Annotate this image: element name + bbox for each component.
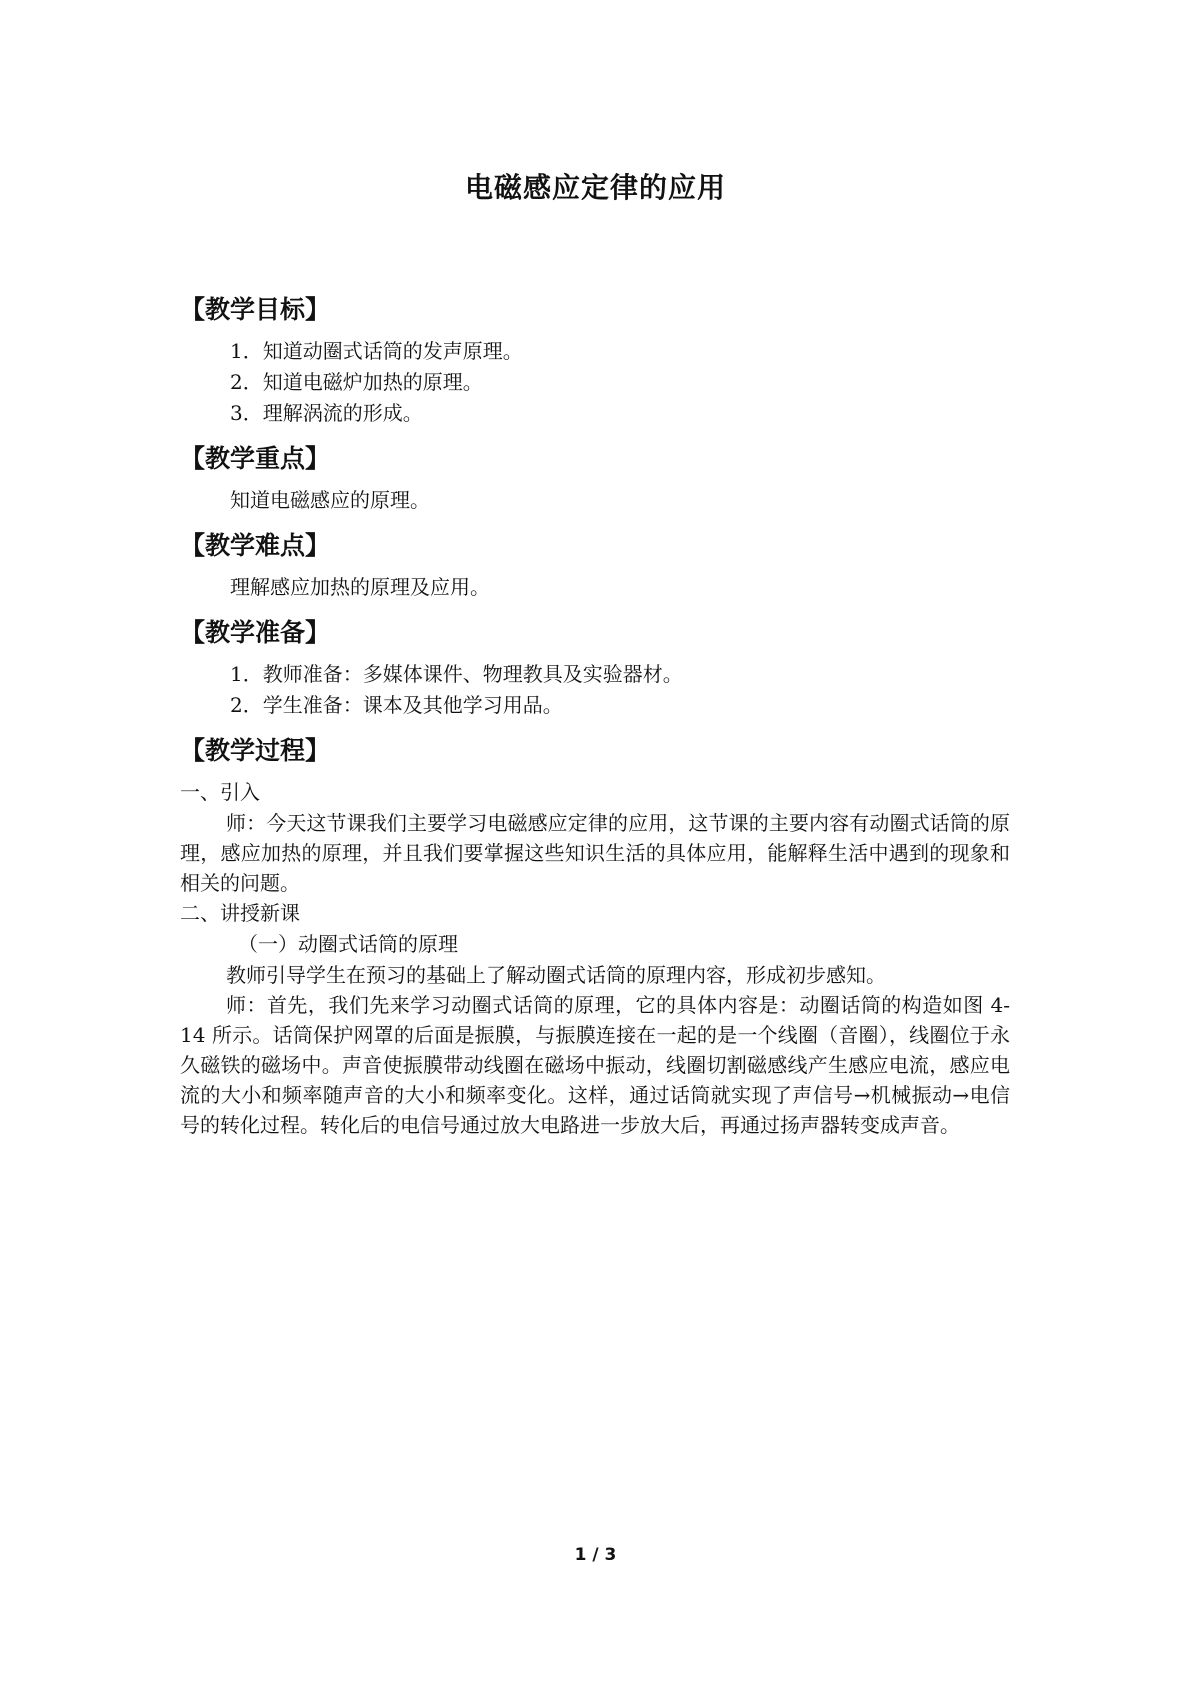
section-objectives [180,290,1010,429]
section-heading-preparation: 【教学准备】 [180,618,331,647]
key-points-text: 知道电磁感应的原理。 [230,488,430,512]
process-paragraph: 师：首先，我们先来学习动圈式话筒的原理，它的具体内容是：动圈话筒的构造如图 4-14 所示。话筒保护网罩的后面是振膜，与振膜连接在一起的是一个线圈（音圈），线圈位于永久磁铁的磁场中。声音使振膜带动线圈在磁场中振动，线圈切割磁感线产生感应电流，感应电流的大小和频率随声音的大小和频率变化。这样，通过话筒就实现了声信号→机械振动→电信号的转化过程。转化后的电信号通过放大电路进一步放大后，再通过扬声器转变成声音。 [180,993,1010,1137]
process-part-title: 二、讲授新课 [180,901,300,925]
section-difficulties [180,526,1010,603]
section-heading-key-points: 【教学重点】 [180,444,331,473]
section-key-points [180,439,1010,516]
section-process [180,731,1010,1140]
objective-item: 3．理解涡流的形成。 [230,401,423,425]
section-heading-process: 【教学过程】 [180,736,331,765]
process-part-title: 一、引入 [180,780,260,804]
objective-item: 1．知道动圈式话筒的发声原理。 [230,339,523,363]
document-body [180,290,1010,1140]
page-title: 电磁感应定律的应用 [464,171,726,204]
process-intro-text: 师：今天这节课我们主要学习电磁感应定律的应用，这节课的主要内容有动圈式话筒的原理，感应加热的原理，并且我们要掌握这些知识生活的具体应用，能解释生活中遇到的现象和相关的问题。 [180,811,1010,895]
process-paragraph: 教师引导学生在预习的基础上了解动圈式话筒的原理内容，形成初步感知。 [226,963,886,987]
page-number: 1 / 3 [574,1545,617,1565]
difficulties-text: 理解感应加热的原理及应用。 [230,575,490,599]
section-heading-objectives: 【教学目标】 [180,295,331,324]
preparation-item: 1．教师准备：多媒体课件、物理教具及实验器材。 [230,662,683,686]
objective-item: 2．知道电磁炉加热的原理。 [230,370,483,394]
preparation-item: 2．学生准备：课本及其他学习用品。 [230,693,563,717]
section-preparation [180,613,1010,721]
section-heading-difficulties: 【教学难点】 [180,531,331,560]
subsection-title: （一）动圈式话筒的原理 [238,932,458,956]
